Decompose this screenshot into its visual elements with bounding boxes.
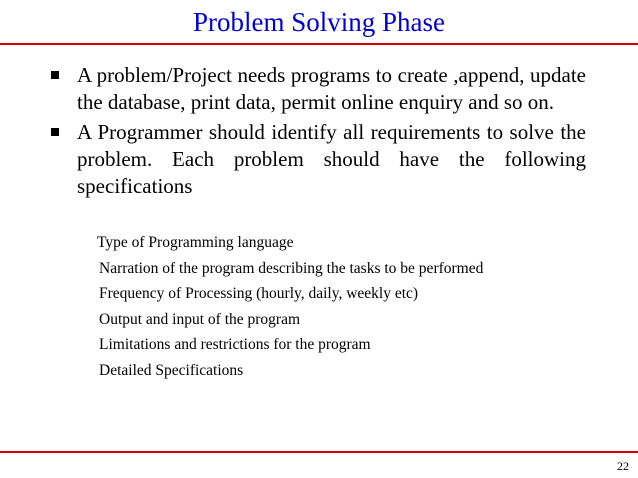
square-bullet-icon xyxy=(51,128,59,136)
square-bullet-icon xyxy=(51,71,59,79)
page-number: 22 xyxy=(617,459,629,473)
slide-title: Problem Solving Phase xyxy=(192,7,445,37)
bullet-item xyxy=(48,119,586,200)
bullet-list xyxy=(48,62,586,203)
footer-divider xyxy=(0,451,638,453)
specification-item: Type of Programming language xyxy=(97,234,294,251)
bullet-text: A problem/Project needs programs to create ,append, update the database, print data, permit online enquiry and so on. xyxy=(77,63,586,114)
specification-item: Narration of the program describing the tasks to be performed xyxy=(99,259,484,277)
specification-item: Detailed Specifications xyxy=(99,361,244,379)
bullet-text: A Programmer should identify all requirements to solve the problem. Each problem should have the following specifications xyxy=(77,120,586,198)
bullet-item xyxy=(48,62,586,116)
title-divider xyxy=(0,43,638,45)
specification-item: Output and input of the program xyxy=(99,310,301,328)
specification-item: Frequency of Processing (hourly, daily, weekly etc) xyxy=(99,285,419,302)
specification-list xyxy=(96,230,483,383)
specification-item: Limitations and restrictions for the program xyxy=(99,336,371,353)
